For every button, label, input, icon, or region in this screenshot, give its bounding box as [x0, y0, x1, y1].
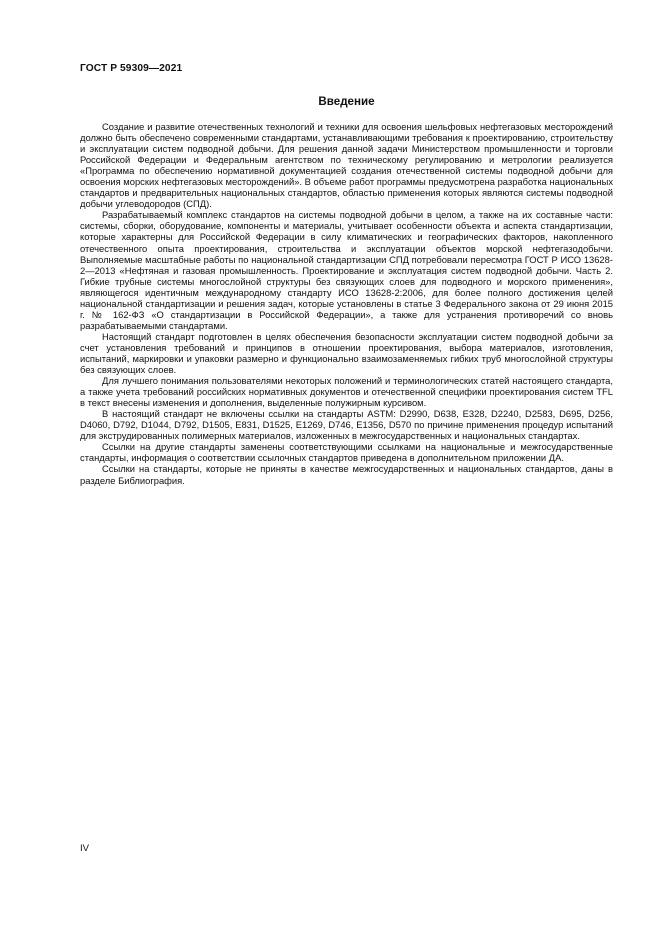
paragraph: В настоящий стандарт не включены ссылки на стандарты ASTM: D2990, D638, E328, D2240, D2583, D695, D256, D4060, D792, D1044, D792, D1505, E831, D1525, E1269, D746, E1356, D570 по причине применения процедур испытаний для экструдированных полимерных материалов, изложенных в межгосударственных и национальных стандартах.: [80, 408, 613, 442]
paragraph: Разрабатываемый комплекс стандартов на системы подводной добычи в целом, а также на их составные части: системы, сборки, оборудование, компоненты и материалы, учитывает особенности объекта и аспекта стандартизации, которые характерны для Российской Федерации в силу климатических и географических факторов, накопленного отечественного опыта проектирования, строительства и эксплуатации объектов морской нефтегазодобычи. Выполняемые масштабные работы по национальной стандартизации СПД потребовали пересмотра ГОСТ Р ИСО 13628-2—2013 «Нефтяная и газовая промышленность. Проектирование и эксплуатация систем подводной добычи. Часть 2. Гибкие трубные системы многослойной структуры без связующих слоев для подводного и морского применения», являющегося идентичным международному стандарту ИСО 13628-2:2006, для более полного достижения целей национальной стандартизации и решения задач, которые установлены в статье 3 Федерального закона от 29 июня 2015 г. № 162-ФЗ «О стандартизации в Российской Федерации», а также для устранения противоречий со вновь разрабатываемыми стандартами.: [80, 209, 613, 331]
paragraph: Настоящий стандарт подготовлен в целях обеспечения безопасности эксплуатации систем подводной добычи за счет установления требований и принципов в отношении проектирования, выбора материалов, изготовления, испытаний, маркировки и упаковки размерно и функционально взаимозаменяемых гибких труб многослойной структуры без связующих слоев.: [80, 330, 613, 376]
section-title: Введение: [318, 95, 375, 108]
paragraph: Для лучшего понимания пользователями некоторых положений и терминологических статей настоящего стандарта, а также учета требований российских нормативных документов и отечественной специфики проектирования систем TFL в текст внесены изменения и дополнения, выделенные полужирным курсивом.: [80, 375, 613, 409]
paragraph: Ссылки на другие стандарты заменены соответствующими ссылками на национальные и межгосударственные стандарты, информация о соответствии ссылочных стандартов приведена в дополнительном приложении ДА.: [80, 441, 613, 464]
section-body: [80, 121, 613, 486]
paragraph: Ссылки на стандарты, которые не приняты в качестве межгосударственных и национальных стандартов, даны в разделе Библиография.: [80, 463, 613, 486]
paragraph: Создание и развитие отечественных технологий и техники для освоения шельфовых нефтегазовых месторождений должно быть обеспечено современными стандартами, устанавливающими требования к проектированию, строительству и эксплуатации систем подводной добычи. Для решения данной задачи Министерством промышленности и торговли Российской Федерации и Федеральным агентством по техническому регулированию и метрологии реализуется «Программа по обеспечению нормативной документацией создания отечественной системы подводной добычи для освоения морских нефтегазовых месторождений». В объеме работ программы предусмотрена разработка национальных стандартов и предварительных национальных стандартов, областью применения которых являются системы подводной добычи углеводородов (СПД).: [80, 121, 614, 210]
document-header: ГОСТ Р 59309—2021: [80, 63, 183, 74]
page-number: IV: [80, 843, 90, 854]
